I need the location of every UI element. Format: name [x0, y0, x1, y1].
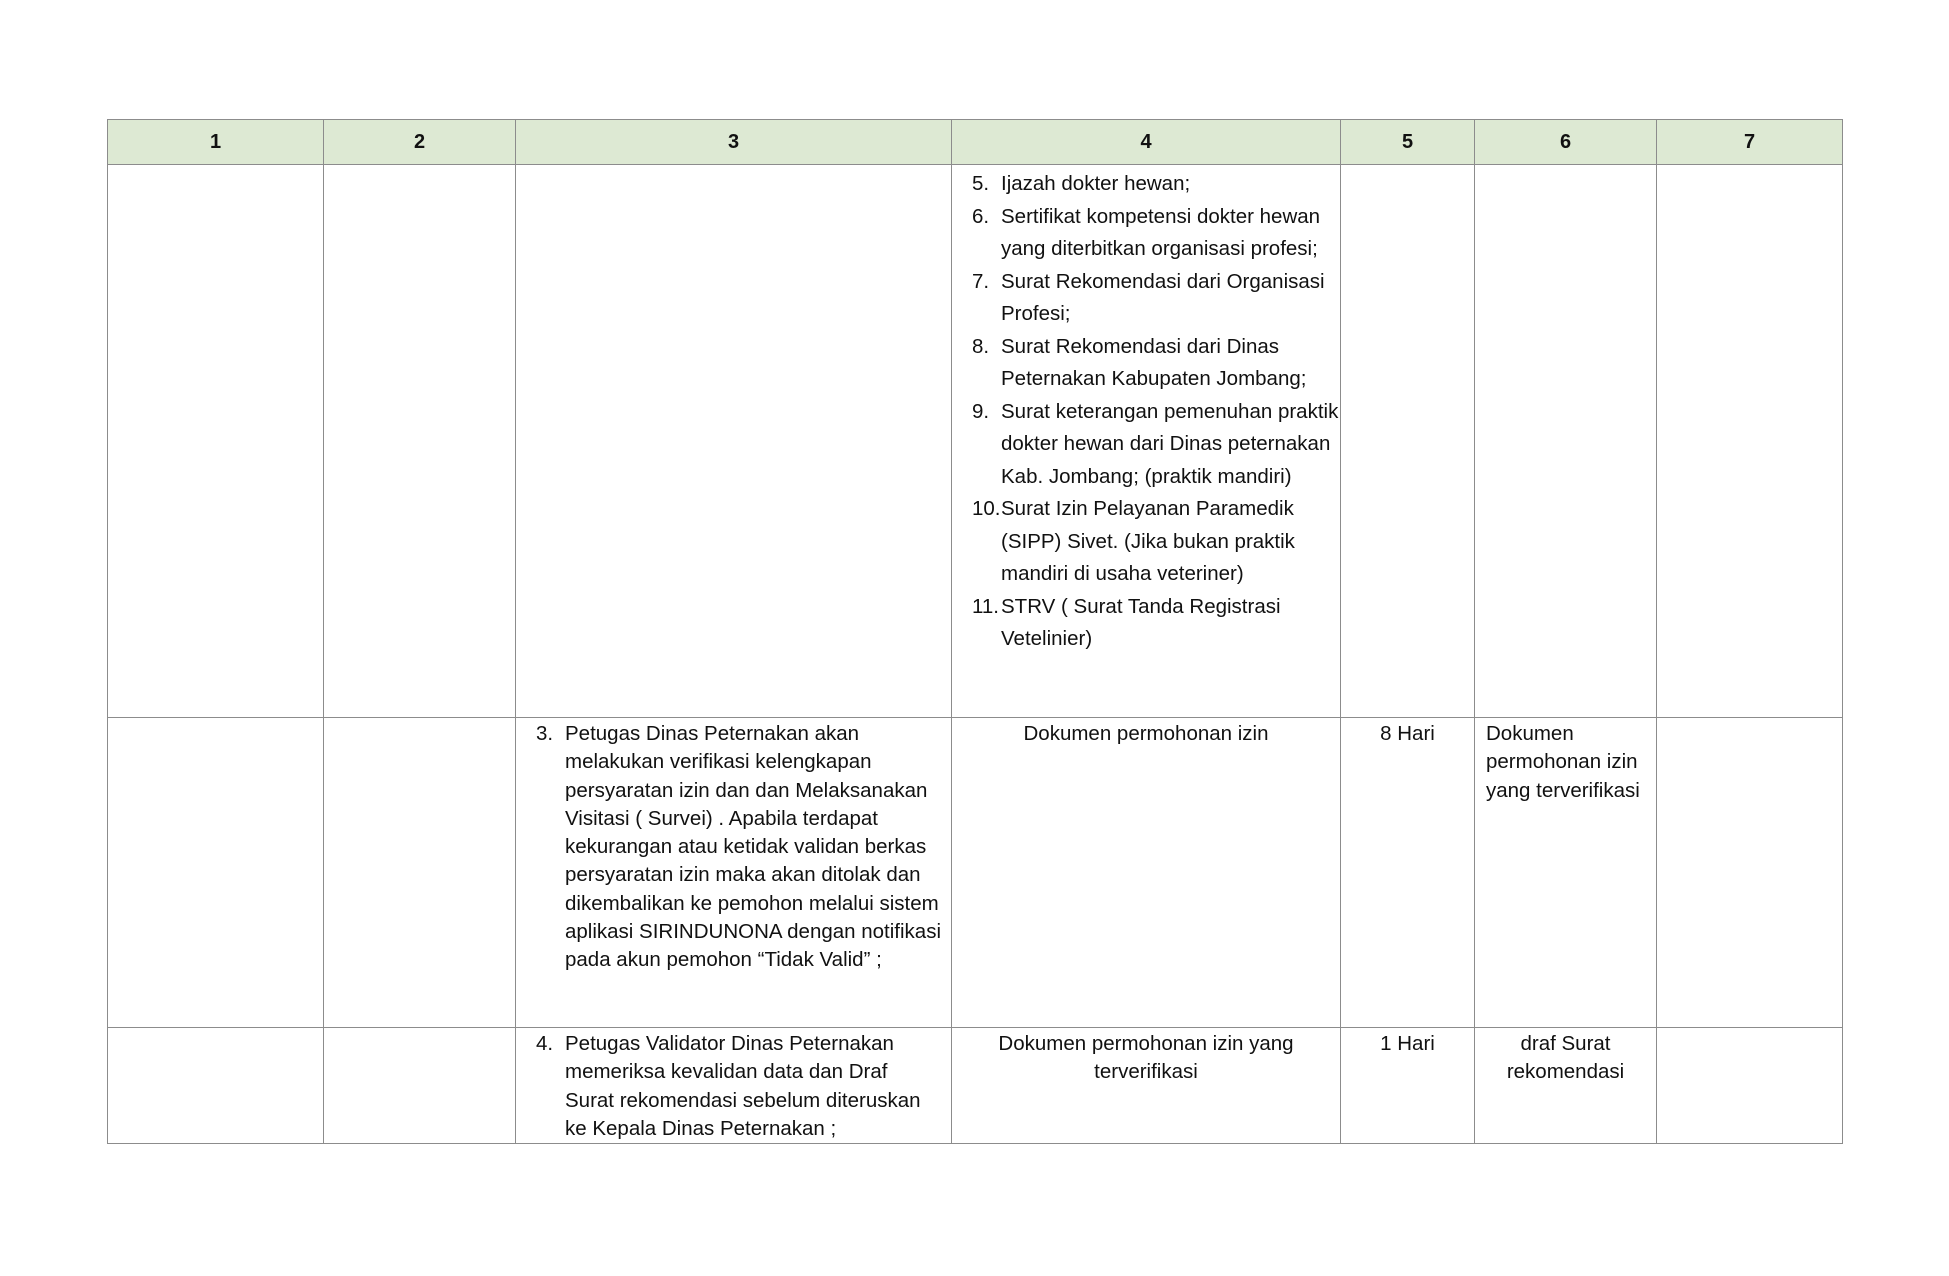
row2-output-cell — [1475, 718, 1657, 1028]
list-item-number: 8. — [972, 334, 990, 358]
table-row — [108, 1028, 1843, 1144]
row1-requirements-cell — [952, 165, 1341, 718]
row1-col-6 — [1475, 165, 1657, 718]
step-item — [516, 1028, 951, 1143]
row3-time-cell — [1341, 1028, 1475, 1144]
header-col-3: 3 — [516, 120, 952, 165]
list-item-number: 9. — [972, 399, 990, 423]
list-item-number: 10. — [972, 497, 1001, 520]
row2-col-1 — [108, 718, 324, 1028]
list-item-text: Surat Rekomendasi dari Dinas Peternakan Kabupaten Jombang; — [1001, 334, 1307, 390]
row1-col-2 — [324, 165, 516, 718]
row2-time-cell — [1341, 718, 1475, 1028]
list-item — [972, 493, 1340, 591]
list-item-number: 11. — [972, 594, 999, 618]
row1-col-7 — [1657, 165, 1843, 718]
requirement-text: Dokumen permohonan izin yang terverifikasi — [998, 1032, 1294, 1084]
table-row — [108, 718, 1843, 1028]
header-col-6: 6 — [1475, 120, 1657, 165]
list-item — [972, 331, 1340, 396]
row3-col-2 — [324, 1028, 516, 1144]
list-item-number: 6. — [972, 204, 990, 228]
step-item — [516, 718, 951, 975]
row1-col-3 — [516, 165, 952, 718]
list-item-number: 7. — [972, 269, 990, 293]
header-col-4: 4 — [952, 120, 1341, 165]
row2-col-2 — [324, 718, 516, 1028]
list-item — [972, 591, 1340, 656]
list-item-text: Surat Rekomendasi dari Organisasi Profesi; — [1001, 269, 1325, 325]
step-text: Petugas Validator Dinas Peternakan memeriksa kevalidan data dan Draf Surat rekomendasi sebelum diteruskan ke Kepala Dinas Peternakan ; — [565, 1032, 921, 1140]
row1-col-5 — [1341, 165, 1475, 718]
table-row — [108, 165, 1843, 718]
step-text: Petugas Dinas Peternakan akan melakukan verifikasi kelengkapan persyaratan izin dan dan Melaksanakan Visitasi ( Survei) . Apabila terdapat kekurangan atau ketidak validan berkas persyaratan izin maka akan ditolak dan dikembalikan ke pemohon melalui sistem aplikasi SIRINDUNONA dengan notifikasi pada akun pemohon “Tidak Valid” ; — [565, 722, 941, 972]
row3-requirement-cell — [952, 1028, 1341, 1144]
time-text: 8 Hari — [1380, 722, 1435, 745]
step-number: 3. — [536, 722, 554, 745]
list-item — [972, 396, 1340, 494]
requirement-text: Dokumen permohonan izin — [1023, 722, 1269, 745]
time-text: 1 Hari — [1380, 1032, 1435, 1055]
list-item — [972, 168, 1340, 201]
row3-col-1 — [108, 1028, 324, 1144]
sop-table — [107, 119, 1843, 1144]
row3-output-cell — [1475, 1028, 1657, 1144]
row1-col-1 — [108, 165, 324, 718]
list-item-text: Ijazah dokter hewan; — [1001, 172, 1191, 195]
row2-requirement-cell — [952, 718, 1341, 1028]
list-item-text: Surat Izin Pelayanan Paramedik (SIPP) Sivet. (Jika bukan praktik mandiri di usaha veteriner) — [1001, 497, 1295, 585]
list-item-text: Surat keterangan pemenuhan praktik dokter hewan dari Dinas peternakan Kab. Jombang; (praktik mandiri) — [1001, 399, 1339, 488]
row2-activity-cell — [516, 718, 952, 1028]
list-item-text: STRV ( Surat Tanda Registrasi Vetelinier) — [1001, 594, 1281, 650]
list-item-number: 5. — [972, 172, 990, 195]
list-item-text: Sertifikat kompetensi dokter hewan yang diterbitkan organisasi profesi; — [1001, 204, 1321, 260]
requirements-list — [952, 165, 1340, 656]
header-col-2: 2 — [324, 120, 516, 165]
list-item — [972, 201, 1340, 266]
header-col-1: 1 — [108, 120, 324, 165]
row3-col-7 — [1657, 1028, 1843, 1144]
header-col-5: 5 — [1341, 120, 1475, 165]
output-text: Dokumen permohonan izin yang terverifikasi — [1486, 722, 1640, 802]
header-row — [108, 120, 1843, 165]
list-item — [972, 266, 1340, 331]
step-number: 4. — [536, 1032, 554, 1055]
row3-activity-cell — [516, 1028, 952, 1144]
header-col-7: 7 — [1657, 120, 1843, 165]
output-text: draf Surat rekomendasi — [1506, 1032, 1625, 1084]
row2-col-7 — [1657, 718, 1843, 1028]
